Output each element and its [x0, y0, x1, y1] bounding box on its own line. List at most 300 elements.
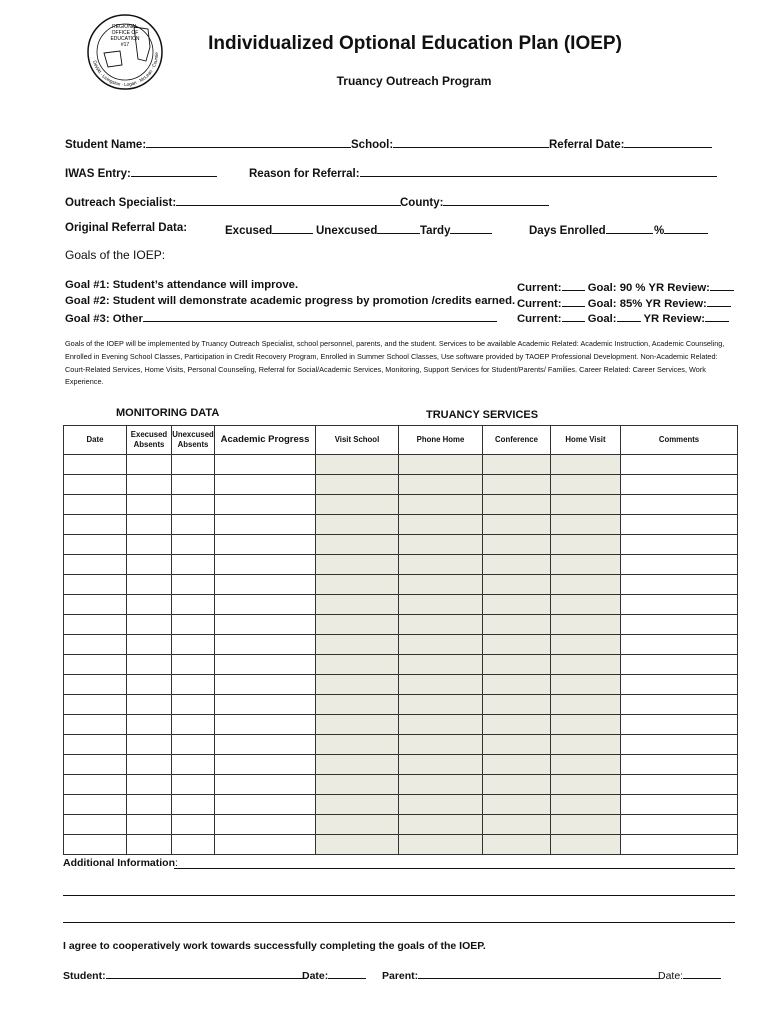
goal-2-status[interactable] [517, 295, 731, 310]
table-row [64, 535, 738, 555]
table-row [64, 495, 738, 515]
table-cell[interactable] [64, 795, 127, 815]
table-cell[interactable] [215, 755, 316, 775]
table-cell[interactable] [621, 555, 738, 575]
reason-for-referral-label: Reason for Referral: [249, 168, 360, 180]
reason-for-referral-line[interactable] [360, 165, 717, 177]
table-cell[interactable] [316, 515, 399, 535]
table-cell[interactable] [621, 535, 738, 555]
table-row [64, 675, 738, 695]
table-cell[interactable] [316, 715, 399, 735]
table-row [64, 615, 738, 635]
table-cell[interactable] [399, 795, 483, 815]
table-cell[interactable] [172, 795, 215, 815]
table-cell[interactable] [399, 495, 483, 515]
table-cell[interactable] [621, 815, 738, 835]
table-cell[interactable] [483, 575, 551, 595]
table-cell[interactable] [399, 715, 483, 735]
table-row [64, 775, 738, 795]
table-cell[interactable] [64, 635, 127, 655]
table-cell[interactable] [172, 775, 215, 795]
table-cell[interactable] [551, 655, 621, 675]
table-cell[interactable] [127, 775, 172, 795]
student-signature-line[interactable] [106, 967, 303, 979]
table-cell[interactable] [172, 675, 215, 695]
table-cell[interactable] [172, 695, 215, 715]
column-header-date: Date [64, 426, 127, 455]
school-line[interactable] [393, 136, 549, 148]
table-cell[interactable] [621, 695, 738, 715]
column-header-visit-school: Visit School [316, 426, 399, 455]
table-cell[interactable] [316, 535, 399, 555]
table-cell[interactable] [64, 615, 127, 635]
table-cell[interactable] [399, 675, 483, 695]
table-cell[interactable] [127, 515, 172, 535]
table-cell[interactable] [127, 635, 172, 655]
days-enrolled-line[interactable] [606, 222, 653, 234]
student-date-label: Date: [302, 970, 329, 982]
table-cell[interactable] [127, 755, 172, 775]
table-cell[interactable] [551, 695, 621, 715]
goal-2-target: Goal: 85% [587, 298, 643, 310]
table-cell[interactable] [621, 475, 738, 495]
table-cell[interactable] [64, 695, 127, 715]
goal-3-current-label: Current: [517, 313, 562, 325]
goal-1-label: Goal #1: Student’s attendance will improve. [65, 279, 299, 291]
table-cell[interactable] [483, 815, 551, 835]
table-row [64, 555, 738, 575]
table-row [64, 735, 738, 755]
implementation-note: Goals of the IOEP will be implemented by Truancy Outreach Specialist, school personnel, parents, and the student. Services to be available Academic Related: Academic Instruction, Academic Counseling, Enrolled in Evening School Classes, Participation in Credit Recovery Program, Enrolled in Summer School Classes, Use software provided by TAOEP Professional Development. Non-Academic Related: Court-Related Services, Home Visits, Personal Counseling, Referral for Social/Academic Services, Monitoring, Support Services for Student/Parents/ Families. Career Related: Career Services, Work Experience. [65, 339, 725, 387]
table-cell[interactable] [127, 575, 172, 595]
table-cell[interactable] [316, 475, 399, 495]
table-cell[interactable] [127, 735, 172, 755]
table-cell[interactable] [399, 775, 483, 795]
goal-3-review-label: YR Review: [643, 313, 706, 325]
table-cell[interactable] [316, 675, 399, 695]
table-cell[interactable] [64, 675, 127, 695]
excused-field[interactable] [225, 222, 313, 237]
additional-info-line-3[interactable] [63, 922, 735, 923]
table-row [64, 655, 738, 675]
table-cell[interactable] [172, 455, 215, 475]
table-row [64, 715, 738, 735]
goals-heading: Goals of the IOEP: [65, 248, 166, 262]
table-cell[interactable] [64, 475, 127, 495]
table-cell[interactable] [316, 775, 399, 795]
table-cell[interactable] [64, 535, 127, 555]
table-row [64, 475, 738, 495]
table-cell[interactable] [621, 715, 738, 735]
table-row [64, 815, 738, 835]
table-cell[interactable] [172, 755, 215, 775]
excused-line[interactable] [272, 222, 313, 234]
table-cell[interactable] [316, 595, 399, 615]
table-cell[interactable] [172, 635, 215, 655]
table-cell[interactable] [483, 455, 551, 475]
goal-3-label: Goal #3: Other [65, 313, 143, 325]
table-cell[interactable] [621, 675, 738, 695]
parent-signature-field[interactable] [382, 967, 660, 982]
student-date-line[interactable] [328, 967, 366, 979]
monitoring-table-header [64, 426, 738, 455]
table-cell[interactable] [551, 475, 621, 495]
additional-info-colon: : [175, 857, 178, 869]
additional-info-line-1[interactable] [174, 868, 735, 869]
goal-1-current-line[interactable] [562, 279, 585, 291]
table-cell[interactable] [172, 655, 215, 675]
table-cell[interactable] [483, 535, 551, 555]
iwas-entry-field[interactable] [65, 165, 217, 180]
additional-info-line-2[interactable] [63, 895, 735, 896]
table-cell[interactable] [551, 555, 621, 575]
county-field[interactable] [400, 194, 549, 209]
table-cell[interactable] [399, 455, 483, 475]
parent-date-field[interactable] [658, 967, 721, 982]
school-label: School: [351, 139, 394, 151]
table-cell[interactable] [64, 755, 127, 775]
table-cell[interactable] [621, 775, 738, 795]
table-cell[interactable] [127, 595, 172, 615]
table-cell[interactable] [399, 515, 483, 535]
table-cell[interactable] [621, 835, 738, 855]
logo-line-3: EDUCATION [110, 36, 140, 42]
goal-2-label: Goal #2: Student will demonstrate academic progress by promotion /credits earned. [65, 295, 516, 307]
table-cell[interactable] [621, 495, 738, 515]
outreach-specialist-label: Outreach Specialist: [65, 197, 177, 209]
outreach-specialist-line[interactable] [176, 194, 401, 206]
table-cell[interactable] [399, 815, 483, 835]
table-row [64, 515, 738, 535]
table-row [64, 835, 738, 855]
table-cell[interactable] [399, 735, 483, 755]
table-cell[interactable] [172, 475, 215, 495]
table-cell[interactable] [316, 755, 399, 775]
table-cell[interactable] [64, 555, 127, 575]
table-cell[interactable] [483, 755, 551, 775]
table-cell[interactable] [127, 455, 172, 475]
iwas-entry-label: IWAS Entry: [65, 168, 131, 180]
table-cell[interactable] [215, 535, 316, 555]
table-cell[interactable] [127, 715, 172, 735]
table-cell[interactable] [551, 675, 621, 695]
column-header-execused-absents: Execused Absents [127, 426, 172, 455]
logo-line-2: OFFICE OF [111, 30, 139, 36]
table-cell[interactable] [621, 515, 738, 535]
parent-date-line[interactable] [683, 967, 721, 979]
student-name-label: Student Name: [65, 139, 147, 151]
table-cell[interactable] [316, 455, 399, 475]
monitoring-table [63, 425, 738, 855]
agreement-statement: I agree to cooperatively work towards successfully completing the goals of the IOEP. [63, 940, 486, 952]
tardy-label: Tardy [420, 225, 451, 237]
table-cell[interactable] [215, 775, 316, 795]
table-cell[interactable] [551, 535, 621, 555]
percent-field[interactable] [654, 222, 708, 237]
goal-3-field[interactable] [65, 310, 497, 325]
table-cell[interactable] [399, 615, 483, 635]
table-cell[interactable] [215, 835, 316, 855]
tardy-line[interactable] [450, 222, 492, 234]
logo-line-4: #17 [120, 42, 130, 48]
table-cell[interactable] [127, 835, 172, 855]
student-name-line[interactable] [146, 136, 351, 148]
table-cell[interactable] [215, 455, 316, 475]
table-cell[interactable] [621, 635, 738, 655]
table-cell[interactable] [483, 635, 551, 655]
table-cell[interactable] [483, 675, 551, 695]
table-cell[interactable] [316, 575, 399, 595]
column-header-conference: Conference [483, 426, 551, 455]
table-cell[interactable] [316, 555, 399, 575]
student-name-field[interactable] [65, 136, 351, 151]
table-cell[interactable] [64, 515, 127, 535]
goal-2-review-label: YR Review: [645, 298, 707, 310]
table-cell[interactable] [483, 795, 551, 815]
goal-2-review-line[interactable] [707, 295, 731, 307]
county-label: County: [400, 197, 444, 209]
table-cell[interactable] [316, 735, 399, 755]
table-cell[interactable] [215, 495, 316, 515]
table-cell[interactable] [483, 495, 551, 515]
table-cell[interactable] [551, 495, 621, 515]
goal-1-review-line[interactable] [710, 279, 734, 291]
table-cell[interactable] [215, 635, 316, 655]
table-cell[interactable] [483, 655, 551, 675]
monitoring-data-heading: MONITORING DATA [116, 407, 220, 419]
table-cell[interactable] [172, 575, 215, 595]
goal-3-current-line[interactable] [562, 310, 585, 322]
table-cell[interactable] [127, 675, 172, 695]
page-title: Individualized Optional Education Plan (IOEP) [208, 33, 622, 54]
referral-date-line[interactable] [624, 136, 712, 148]
table-cell[interactable] [127, 795, 172, 815]
table-cell[interactable] [316, 635, 399, 655]
column-header-academic-progress: Academic Progress [215, 426, 316, 455]
table-cell[interactable] [127, 695, 172, 715]
table-cell[interactable] [64, 815, 127, 835]
table-row [64, 755, 738, 775]
truancy-services-heading: TRUANCY SERVICES [426, 409, 539, 421]
table-cell[interactable] [551, 515, 621, 535]
goal-1-current-label: Current: [517, 282, 562, 294]
table-cell[interactable] [64, 715, 127, 735]
table-cell[interactable] [316, 655, 399, 675]
table-cell[interactable] [172, 535, 215, 555]
table-cell[interactable] [172, 495, 215, 515]
table-row [64, 635, 738, 655]
table-cell[interactable] [399, 575, 483, 595]
page-subtitle: Truancy Outreach Program [336, 74, 492, 88]
table-cell[interactable] [215, 735, 316, 755]
percent-line[interactable] [664, 222, 708, 234]
table-cell[interactable] [316, 815, 399, 835]
monitoring-table-body [64, 455, 738, 855]
table-cell[interactable] [215, 595, 316, 615]
outreach-specialist-field[interactable] [65, 194, 401, 209]
table-cell[interactable] [172, 515, 215, 535]
table-cell[interactable] [64, 495, 127, 515]
table-cell[interactable] [64, 575, 127, 595]
table-cell[interactable] [215, 575, 316, 595]
goal-3-status[interactable] [517, 310, 729, 325]
table-cell[interactable] [551, 575, 621, 595]
table-cell[interactable] [64, 455, 127, 475]
table-cell[interactable] [483, 475, 551, 495]
table-cell[interactable] [215, 675, 316, 695]
table-row [64, 455, 738, 475]
table-cell[interactable] [172, 815, 215, 835]
table-cell[interactable] [551, 455, 621, 475]
student-date-field[interactable] [302, 967, 366, 982]
table-cell[interactable] [172, 555, 215, 575]
table-cell[interactable] [172, 615, 215, 635]
table-cell[interactable] [399, 535, 483, 555]
school-field[interactable] [351, 136, 549, 151]
tardy-field[interactable] [420, 222, 492, 237]
table-cell[interactable] [399, 595, 483, 615]
table-cell[interactable] [215, 655, 316, 675]
table-cell[interactable] [483, 735, 551, 755]
additional-info-label: Additional Information [63, 857, 175, 869]
table-cell[interactable] [621, 735, 738, 755]
table-cell[interactable] [127, 495, 172, 515]
table-cell[interactable] [621, 455, 738, 475]
student-signature-field[interactable] [63, 967, 303, 982]
table-cell[interactable] [127, 815, 172, 835]
additional-info-field[interactable] [63, 857, 178, 869]
county-line[interactable] [443, 194, 549, 206]
table-cell[interactable] [621, 795, 738, 815]
table-cell[interactable] [483, 515, 551, 535]
column-header-home-visit: Home Visit [551, 426, 621, 455]
days-enrolled-field[interactable] [529, 222, 653, 237]
table-cell[interactable] [621, 655, 738, 675]
days-enrolled-label: Days Enrolled [529, 225, 606, 237]
column-header-phone-home: Phone Home [399, 426, 483, 455]
table-cell[interactable] [215, 515, 316, 535]
table-cell[interactable] [551, 595, 621, 615]
referral-date-field[interactable] [549, 136, 712, 151]
table-cell[interactable] [127, 615, 172, 635]
table-cell[interactable] [172, 595, 215, 615]
unexcused-label: Unexcused [316, 225, 378, 237]
logo-ring-text: DeWitt · Livingston · Logan · McLean · Countie [92, 52, 160, 88]
unexcused-line[interactable] [377, 222, 420, 234]
table-cell[interactable] [316, 795, 399, 815]
table-cell[interactable] [316, 495, 399, 515]
goal-2-current-label: Current: [517, 298, 562, 310]
referral-date-label: Referral Date: [549, 139, 625, 151]
table-cell[interactable] [316, 695, 399, 715]
logo-line-1: REGIONAL [112, 24, 138, 30]
table-cell[interactable] [483, 715, 551, 735]
table-cell[interactable] [551, 795, 621, 815]
table-cell[interactable] [215, 615, 316, 635]
table-cell[interactable] [316, 615, 399, 635]
table-cell[interactable] [172, 735, 215, 755]
table-cell[interactable] [621, 615, 738, 635]
goal-1-review-label: YR Review: [648, 282, 710, 294]
table-cell[interactable] [127, 555, 172, 575]
table-cell[interactable] [399, 695, 483, 715]
table-cell[interactable] [127, 655, 172, 675]
goal-3-line[interactable] [143, 310, 497, 322]
table-cell[interactable] [316, 835, 399, 855]
table-cell[interactable] [621, 595, 738, 615]
table-cell[interactable] [172, 715, 215, 735]
table-cell[interactable] [551, 715, 621, 735]
goal-3-target-line[interactable] [617, 310, 641, 322]
table-cell[interactable] [215, 715, 316, 735]
table-cell[interactable] [551, 635, 621, 655]
table-cell[interactable] [215, 815, 316, 835]
table-cell[interactable] [215, 475, 316, 495]
table-cell[interactable] [399, 635, 483, 655]
excused-label: Excused [225, 225, 273, 237]
goal-1-target: Goal: 90 % [587, 282, 646, 294]
column-header-unexcused-absents: Unexcused Absents [172, 426, 215, 455]
table-cell[interactable] [127, 535, 172, 555]
unexcused-field[interactable] [316, 222, 420, 237]
table-cell[interactable] [64, 835, 127, 855]
table-cell[interactable] [483, 695, 551, 715]
table-cell[interactable] [551, 815, 621, 835]
table-cell[interactable] [551, 615, 621, 635]
table-cell[interactable] [621, 575, 738, 595]
table-cell[interactable] [483, 615, 551, 635]
table-cell[interactable] [399, 555, 483, 575]
iwas-entry-line[interactable] [131, 165, 217, 177]
table-cell[interactable] [64, 595, 127, 615]
parent-signature-label: Parent: [382, 970, 419, 982]
table-cell[interactable] [483, 555, 551, 575]
table-cell[interactable] [483, 595, 551, 615]
reason-for-referral-field[interactable] [249, 165, 717, 180]
goal-3-review-line[interactable] [705, 310, 729, 322]
parent-signature-line[interactable] [418, 967, 660, 979]
goal-1-status[interactable] [517, 279, 734, 294]
table-cell[interactable] [215, 795, 316, 815]
table-cell[interactable] [127, 475, 172, 495]
table-cell[interactable] [399, 835, 483, 855]
table-cell[interactable] [64, 775, 127, 795]
table-cell[interactable] [64, 735, 127, 755]
table-cell[interactable] [551, 775, 621, 795]
table-cell[interactable] [215, 555, 316, 575]
original-referral-label: Original Referral Data: [65, 222, 188, 234]
parent-date-label: Date: [658, 970, 684, 982]
table-cell[interactable] [551, 755, 621, 775]
table-cell[interactable] [172, 835, 215, 855]
table-cell[interactable] [64, 655, 127, 675]
table-cell[interactable] [399, 655, 483, 675]
goal-3-target-label: Goal: [587, 313, 617, 325]
table-cell[interactable] [551, 735, 621, 755]
table-cell[interactable] [483, 775, 551, 795]
table-cell[interactable] [215, 695, 316, 715]
table-cell[interactable] [551, 835, 621, 855]
goal-2-current-line[interactable] [562, 295, 585, 307]
column-header-comments: Comments [621, 426, 738, 455]
student-signature-label: Student: [63, 970, 106, 982]
table-cell[interactable] [621, 755, 738, 775]
table-cell[interactable] [483, 835, 551, 855]
table-cell[interactable] [399, 755, 483, 775]
table-cell[interactable] [399, 475, 483, 495]
table-row [64, 795, 738, 815]
percent-label: % [654, 225, 665, 237]
